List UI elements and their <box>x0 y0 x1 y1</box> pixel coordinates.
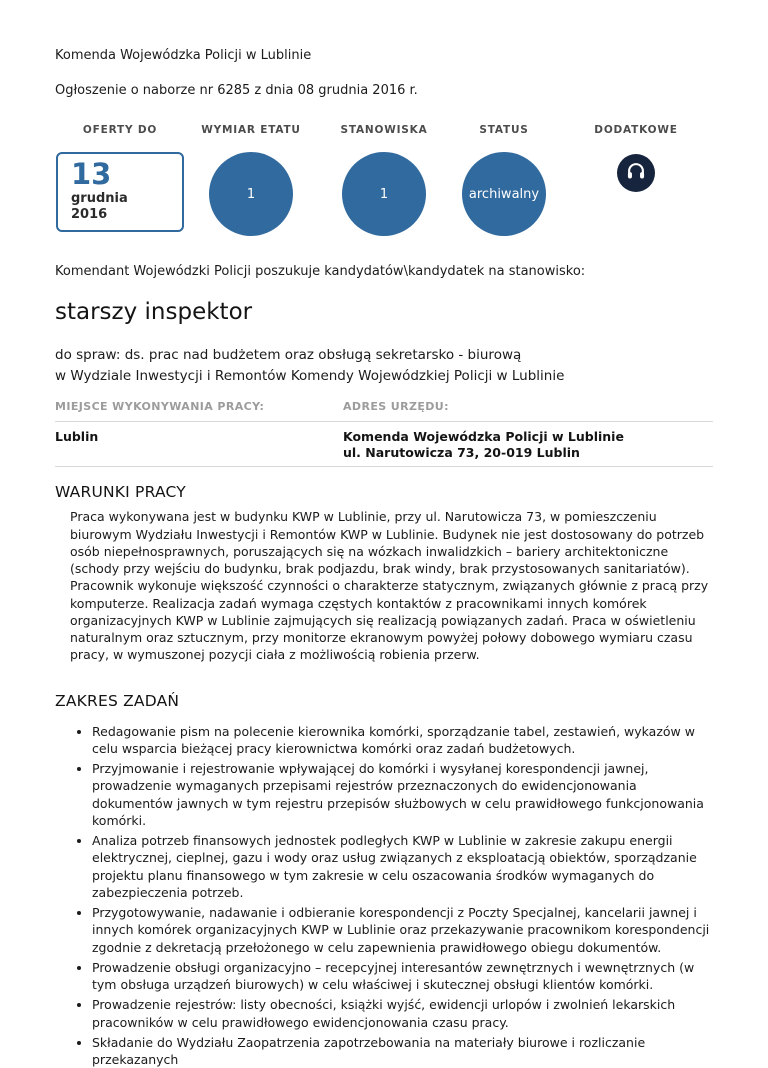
headset-icon <box>625 160 647 186</box>
fte-label: WYMIAR ETATU <box>201 124 301 136</box>
positions-value-circle: 1 <box>342 152 426 236</box>
badge-positions <box>342 124 426 236</box>
summary-badges <box>55 124 713 236</box>
task-item: • Przygotowywanie, nadawanie i odbieranie korespondencji z Poczty Specjalnej, kancelarii jawnej i innych komórek organizacyjnych KWP w Lublinie oraz przekazywanie pracownikom korespondencji zgodnie z dekretacją przełożonego w celu zapewnienia prawidłowego obiegu dokumentów. <box>92 904 713 956</box>
meta-values-row <box>55 422 713 467</box>
task-item: • Składanie do Wydziału Zaopatrzenia zapotrzebowania na materiały biurowe i rozliczanie przekazanych <box>92 1034 713 1068</box>
additional-label: DODATKOWE <box>594 124 678 136</box>
work-conditions-heading: WARUNKI PRACY <box>55 483 186 502</box>
additional-icon-circle <box>617 154 655 192</box>
status-badge: archiwalny <box>462 152 546 236</box>
badge-status <box>462 124 546 236</box>
badge-fte <box>201 124 301 236</box>
intro-text: Komendant Wojewódzki Policji poszukuje kandydatów\kandydatek na stanowisko: <box>55 264 586 279</box>
task-item: • Redagowanie pism na polecenie kierownika komórki, sporządzanie tabel, zestawień, wykazów w celu wsparcia bieżącej pracy kierownictwa komórki oraz zadań budżetowych. <box>92 723 713 758</box>
work-conditions-paragraph: Praca wykonywana jest w budynku KWP w Lublinie, przy ul. Narutowicza 73, w pomieszczeniu biurowym Wydziału Inwestycji i Remontów KWP w Lublinie. Budynek nie jest dostosowany do potrzeb osób niepełnosprawnych, poruszających się na wózkach inwalidzkich – bariery architektoniczne (schody przy wejściu do budynku, brak podjazdu, brak windy, brak przystosowanych sanitariatów). <box>70 509 705 577</box>
task-item: • Analiza potrzeb finansowych jednostek podległych KWP w Lublinie w zakresie zakupu energii elektrycznej, cieplnej, gazu i wody oraz usług związanych z eksploatacją obiektów, sporządzanie projektu planu finansowego w tym zakresie w celu oszacowania środków wymaganych do zabezpieczenia potrzeb. <box>92 832 713 901</box>
position-title: starszy inspektor <box>55 299 253 325</box>
tasks-heading: ZAKRES ZADAŃ <box>55 691 180 710</box>
office-address-line2: ul. Narutowicza 73, 20-019 Lublin <box>343 445 580 461</box>
office-address-label: ADRES URZĘDU: <box>343 400 449 414</box>
fte-value-circle: 1 <box>209 152 293 236</box>
positions-label: STANOWISKA <box>340 124 428 136</box>
badge-offers-until <box>55 124 185 232</box>
task-item: • Przyjmowanie i rejestrowanie wpływającej do komórki i wysyłanej korespondencji jawnej, prowadzenie wymaganych przepisami rejestrów przeznaczonych do ewidencjonowania dokumentów jawnych w tym rejestru przepisów służbowych w celu prawidłowego funkcjonowania komórki. <box>92 760 713 829</box>
deadline-date-card <box>56 152 184 232</box>
workplace-label: MIEJSCE WYKONYWANIA PRACY: <box>55 400 265 414</box>
tasks-list <box>70 723 713 1068</box>
position-subtitle <box>55 345 713 387</box>
workplace-value: Lublin <box>55 429 99 445</box>
status-label: STATUS <box>479 124 529 136</box>
work-conditions-body <box>70 508 713 663</box>
announcement-title: Ogłoszenie o naborze nr 6285 z dnia 08 grudnia 2016 r. <box>55 83 418 98</box>
task-item: • Prowadzenie obsługi organizacyjno – recepcyjnej interesantów zewnętrznych i wewnętrznych (w tym obsługa urządzeń biurowych) w celu właściwej i skutecznej obsługi klientów komórki. <box>92 959 713 994</box>
badge-additional <box>591 124 681 192</box>
meta-table <box>55 400 713 467</box>
workplace-cell <box>55 429 343 461</box>
offers-until-label: OFERTY DO <box>82 124 158 136</box>
task-item: • Prowadzenie rejestrów: listy obecności, książki wyjść, ewidencji urlopów i zwolnień lekarskich pracowników w celu prawidłowego ewidencjonowania czasu pracy. <box>92 996 713 1031</box>
work-conditions-paragraph: Pracownik wykonuje większość czynności o charakterze statycznym, związanych głównie z pracą przy komputerze. Realizacja zadań wymaga częstych kontaktów z pracownikami innych komórek organizacyjnych KWP w Lublinie zajmujących się realizacją powiązanych zadań. Praca w oświetleniu naturalnym oraz sztucznym, przy monitorze ekranowym powyżej połowy dobowego wymiaru czasu pracy, w wymuszonej pozycji ciała z możliwością robienia przerw. <box>70 578 709 663</box>
office-address-cell <box>343 429 713 461</box>
deadline-year: 2016 <box>71 207 108 223</box>
position-subtitle-line2: w Wydziale Inwestycji i Remontów Komendy Wojewódzkiej Policji w Lublinie <box>55 367 565 384</box>
deadline-month: grudnia <box>71 191 128 207</box>
office-address-line1: Komenda Wojewódzka Policji w Lublinie <box>343 429 624 445</box>
organization-name: Komenda Wojewódzka Policji w Lublinie <box>55 48 312 63</box>
deadline-day: 13 <box>71 157 112 191</box>
position-subtitle-line1: do spraw: ds. prac nad budżetem oraz obsługą sekretarsko - biurową <box>55 346 522 363</box>
meta-labels-row <box>55 400 713 422</box>
